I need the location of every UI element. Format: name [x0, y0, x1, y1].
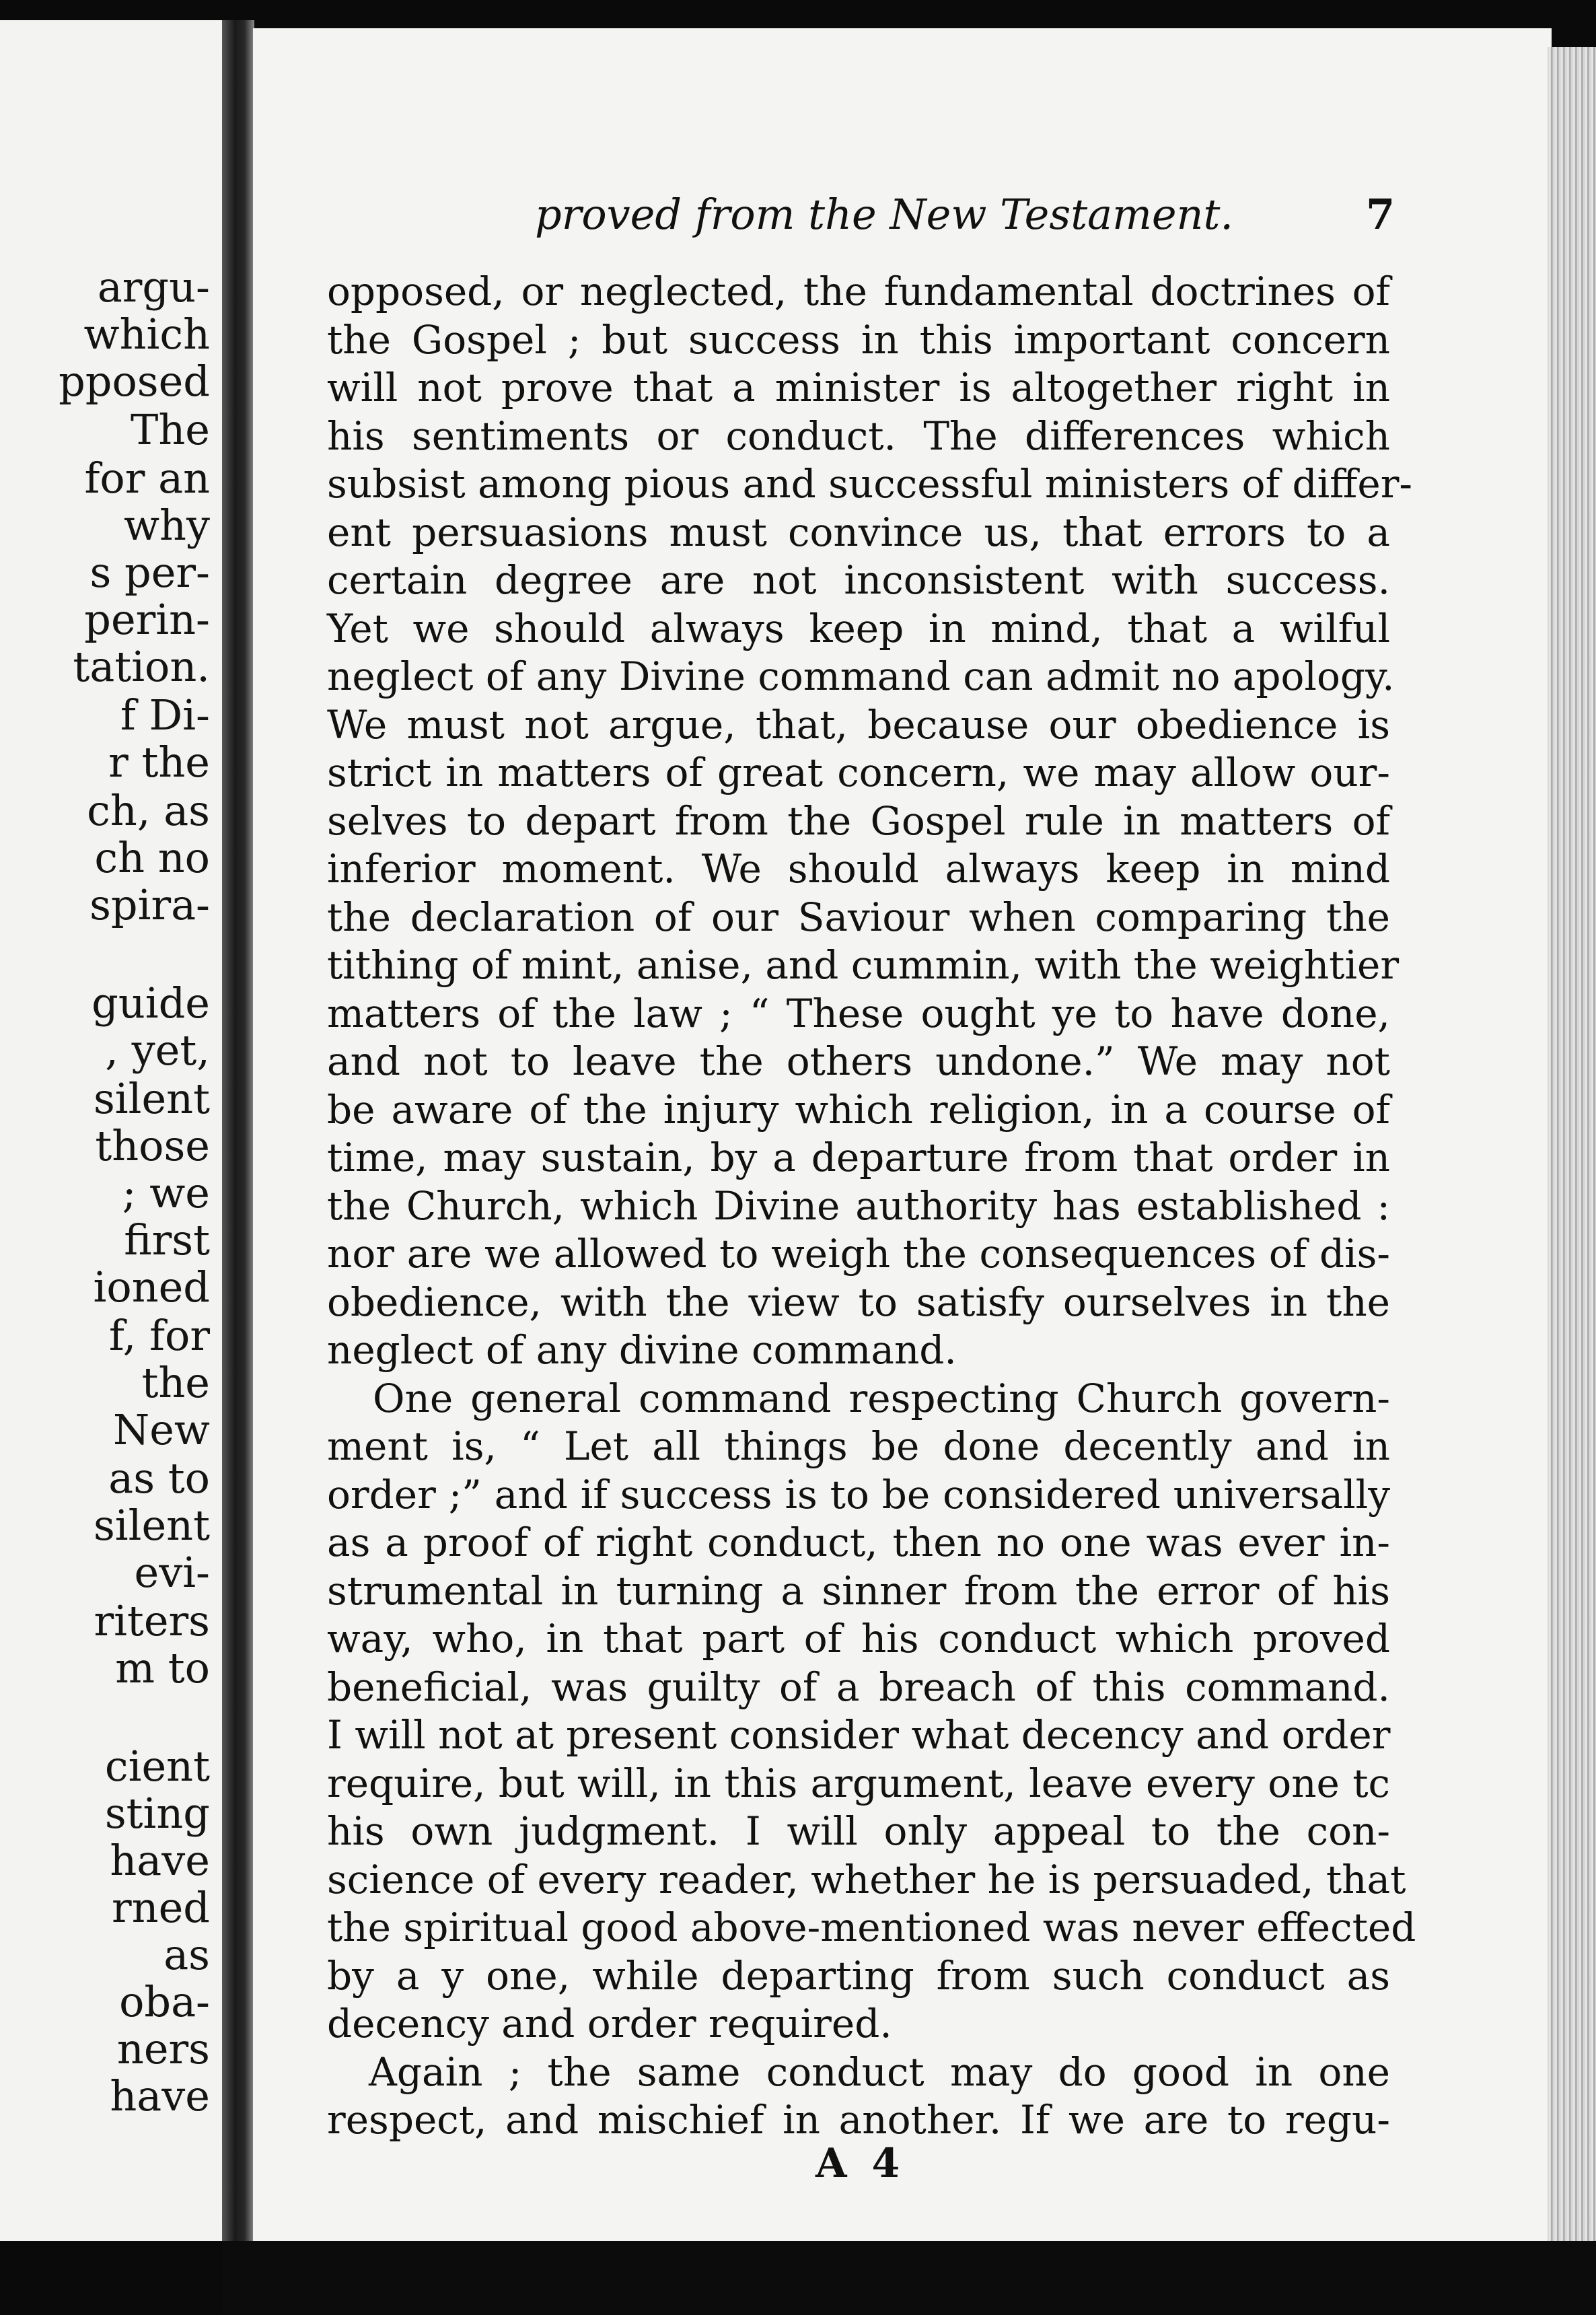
facing-page-line: perin-	[84, 595, 210, 644]
facing-page-line: f, for	[108, 1311, 210, 1360]
text-line: will not prove that a minister is altogether right in	[327, 365, 1390, 411]
facing-page-line: ch no	[94, 833, 210, 882]
facing-page-line: guide	[92, 978, 210, 1028]
signature-mark: A 4	[815, 2140, 906, 2187]
facing-page-line: ; we	[122, 1168, 210, 1217]
text-line: respect, and mischief in another. If we are to regu-	[327, 2097, 1390, 2143]
text-line: ent persuasions must convince us, that errors to a	[327, 509, 1390, 555]
text-line: as a proof of right conduct, then no one was ever in-	[327, 1520, 1390, 1565]
facing-page-line: cient	[104, 1742, 210, 1791]
facing-page-line: ioned	[93, 1262, 210, 1312]
text-line: matters of the law ; “ These ought ye to have done,	[327, 990, 1390, 1036]
facing-page-line: tation.	[73, 642, 210, 691]
text-line: beneficial, was guilty of a breach of this command.	[327, 1664, 1390, 1710]
text-line: the Gospel ; but success in this important concern	[327, 316, 1390, 363]
facing-page-line: have	[110, 2071, 210, 2121]
text-line: and not to leave the others undone.” We may not	[327, 1038, 1390, 1084]
facing-page-line: m to	[115, 1643, 210, 1693]
text-line: strict in matters of great concern, we may allow our-	[327, 750, 1390, 795]
text-line: ment is, “ Let all things be done decently and in	[327, 1423, 1390, 1469]
facing-page-line: the	[141, 1358, 210, 1407]
text-line: subsist among pious and successful ministers of differ-	[327, 461, 1413, 507]
text-line: inferior moment. We should always keep in mind	[327, 846, 1390, 892]
text-line: certain degree are not inconsistent with success.	[327, 557, 1390, 603]
facing-page-line: spira-	[89, 880, 210, 929]
text-line: decency and order required.	[327, 2001, 892, 2046]
facing-page-line: , yet,	[105, 1026, 210, 1075]
text-line: nor are we allowed to weigh the consequences of dis-	[327, 1231, 1390, 1277]
facing-page-line: ners	[116, 2024, 210, 2073]
text-line: One general command respecting Church govern-	[373, 1375, 1390, 1421]
running-head: proved from the New Testament.	[535, 190, 1234, 239]
facing-page-line: for an	[84, 454, 210, 503]
text-line: time, may sustain, by a departure from that order in	[327, 1135, 1390, 1180]
facing-page-line: why	[123, 501, 210, 550]
facing-page-line: first	[124, 1215, 210, 1265]
text-line: Yet we should always keep in mind, that a wilful	[327, 605, 1390, 651]
text-line: the declaration of our Saviour when comparing the	[327, 894, 1390, 940]
facing-page-line: f Di-	[120, 690, 210, 740]
text-line: strumental in turning a sinner from the error of his	[327, 1567, 1390, 1614]
facing-page-line: those	[95, 1121, 210, 1170]
text-line: tithing of mint, anise, and cummin, with the weightier	[327, 942, 1400, 988]
text-line: require, but will, in this argument, leave every one tc	[327, 1760, 1390, 1806]
facing-page	[0, 20, 227, 2241]
text-line: science of every reader, whether he is persuaded, that	[327, 1856, 1406, 1902]
text-line: We must not argue, that, because our obedience is	[327, 701, 1390, 748]
text-line: order ;” and if success is to be considered universally	[327, 1471, 1390, 1518]
page-edges	[1548, 47, 1596, 2261]
text-line: the Church, which Divine authority has established :	[327, 1182, 1390, 1229]
text-line: Again ; the same conduct may do good in one	[369, 2049, 1390, 2095]
text-line: neglect of any divine command.	[327, 1327, 957, 1373]
text-line: his own judgment. I will only appeal to the con-	[327, 1808, 1390, 1854]
facing-page-line: have	[110, 1836, 210, 1885]
facing-page-line: r the	[108, 738, 210, 787]
body-text	[327, 268, 1416, 2145]
page-number: 7	[1366, 190, 1395, 239]
facing-page-line: silent	[93, 1501, 210, 1550]
text-line: opposed, or neglected, the fundamental doctrines of	[327, 269, 1390, 314]
facing-page-line: oba-	[119, 1977, 210, 2026]
text-line: by a y one, while departing from such conduct as	[327, 1952, 1390, 1999]
facing-page-line: rned	[112, 1883, 210, 1932]
facing-page-line: evi-	[134, 1548, 210, 1597]
facing-page-line: pposed	[59, 357, 210, 406]
text-line: selves to depart from the Gospel rule in matters of	[327, 797, 1390, 844]
facing-page-line: sting	[104, 1789, 210, 1838]
facing-page-line: New	[112, 1405, 210, 1454]
text-line: the spiritual good above-mentioned was never effected	[327, 1904, 1416, 1950]
facing-page-line: riters	[94, 1596, 210, 1645]
text-line: neglect of any Divine command can admit no apology.	[327, 653, 1395, 699]
facing-page-line: silent	[93, 1074, 210, 1123]
facing-page-line: as	[164, 1930, 210, 1979]
facing-page-line: which	[83, 310, 210, 359]
text-line: obedience, with the view to satisfy ourselves in the	[327, 1279, 1390, 1325]
facing-page-line: ch, as	[87, 786, 210, 835]
facing-page-line: as to	[108, 1454, 210, 1503]
facing-page-line: s per-	[89, 548, 210, 597]
book-gutter	[222, 20, 254, 2241]
facing-page-line: argu-	[97, 262, 210, 312]
text-line: way, who, in that part of his conduct which proved	[327, 1616, 1390, 1662]
facing-page-line: The	[131, 405, 210, 454]
text-line: his sentiments or conduct. The differences which	[327, 413, 1390, 459]
bottom-edge	[222, 2241, 1596, 2315]
text-line: I will not at present consider what decency and order	[327, 1712, 1391, 1758]
text-line: be aware of the injury which religion, in a course of	[327, 1086, 1390, 1133]
